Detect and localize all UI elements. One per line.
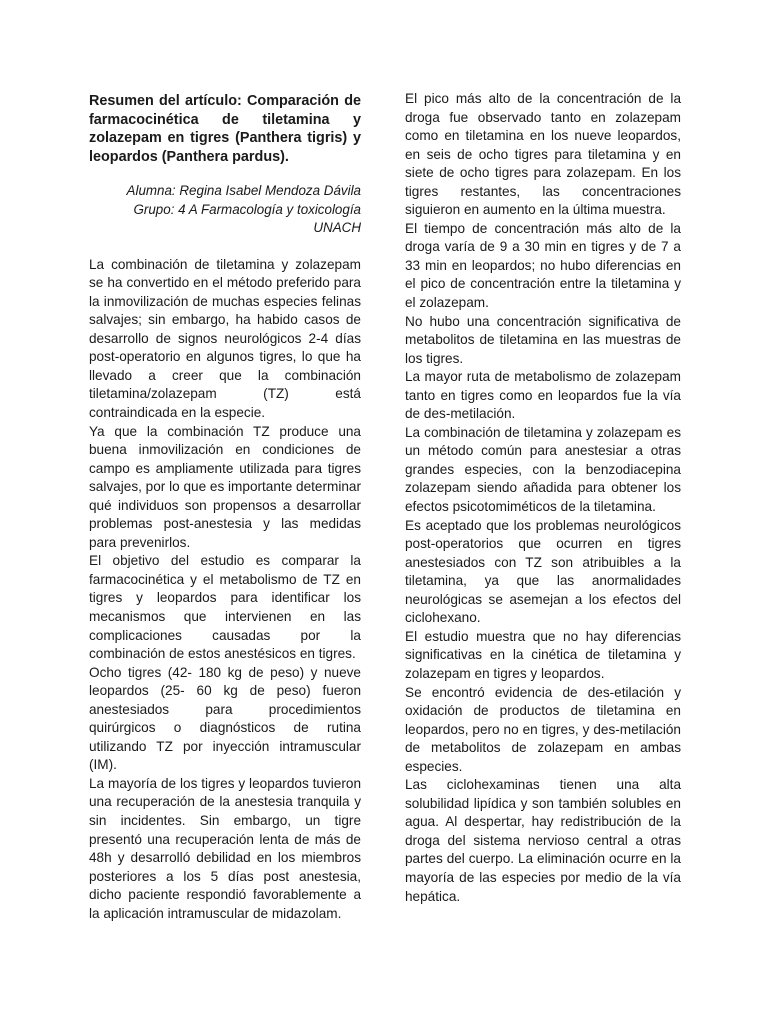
paragraph: No hubo una concentración significativa de metabolitos de tiletamina en las muestras de los tigres. — [405, 313, 681, 366]
paragraph: Las ciclohexaminas tienen una alta solubilidad lipídica y son también solubles en agua. Al despertar, hay redistribución de la droga del sistema nervioso central a otras partes del cuerpo. La eliminación ocurre en la mayoría de las especies por medio de la vía hepática. — [405, 777, 681, 904]
student-name: Alumna: Regina Isabel Mendoza Dávila — [126, 183, 361, 199]
right-column — [405, 90, 681, 906]
paragraph: La combinación de tiletamina y zolazepam se ha convertido en el método preferido para la inmovilización de muchas especies felinas salvajes; sin embargo, ha habido casos de desarrollo de signos neurológicos 2-4 días post-operatorio en algunos tigres, lo que ha llevado a creer que la combinación tiletamina/zolazepam (TZ) está contraindicada en la especie. — [89, 256, 361, 420]
author-block — [89, 182, 361, 237]
institution: UNACH — [313, 220, 361, 236]
left-column — [89, 92, 361, 923]
paragraph: El estudio muestra que no hay diferencias significativas en la cinética de tiletamina y zolazepam en tigres y leopardos. — [405, 628, 681, 681]
paragraph: Ya que la combinación TZ produce una buena inmovilización en condiciones de campo es ampliamente utilizada para tigres salvajes, por lo que es importante determinar qué individuos son propensos a desarrollar problemas post-anestesia y las medidas para prevenirlos. — [89, 423, 362, 550]
paragraph: La mayor ruta de metabolismo de zolazepam tanto en tigres como en leopardos fue la vía de des-metilación. — [405, 369, 681, 422]
paragraph: El objetivo del estudio es comparar la farmacocinética y el metabolismo de TZ en tigres y leopardos para identificar los mecanismos que intervienen en las complicaciones causadas por la combinación de estos anestésicos en tigres. — [89, 553, 361, 662]
article-title: Resumen del artículo: Comparación de farmacocinética de tiletamina y zolazepam en tigres (Panthera tigris) y leopardos (Panthera pardus). — [89, 93, 361, 165]
paragraph: Ocho tigres (42- 180 kg de peso) y nueve leopardos (25- 60 kg de peso) fueron anestesiados para procedimientos quirúrgicos o diagnósticos de rutina utilizando TZ por inyección intramuscular (IM). — [89, 664, 361, 773]
paragraph: Se encontró evidencia de des-etilación y oxidación de productos de tiletamina en leopardos, pero no en tigres, y des-metilación de metabolitos de zolazepam en ambas especies. — [405, 684, 681, 774]
paragraph: Es aceptado que los problemas neurológicos post-operatorios que ocurren en tigres anestesiados con TZ son atribuibles a la tiletamina, ya que las anormalidades neurológicas se asemejan a los efectos del ciclohexano. — [405, 517, 681, 626]
paragraph: La combinación de tiletamina y zolazepam es un método común para anestesiar a otras grandes especies, con la benzodiacepina zolazepam siendo añadida para obtener los efectos psicotomiméticos de la tiletamina. — [405, 424, 681, 515]
paragraph: La mayoría de los tigres y leopardos tuvieron una recuperación de la anestesia tranquila y sin incidentes. Sin embargo, un tigre presentó una recuperación lenta de más de 48h y desarrolló debilidad en los miembros posteriores a los 5 días post anestesia, dicho paciente respondió favorablemente a la aplicación intramuscular de midazolam. — [89, 775, 361, 921]
paragraph: El pico más alto de la concentración de la droga fue observado tanto en zolazepam como en tiletamina en los nueve leopardos, en seis de ocho tigres para tiletamina y en siete de ocho tigres para zolazepam. En los tigres restantes, las concentraciones siguieron en aumento en la última muestra. — [405, 91, 681, 218]
group-info: Grupo: 4 A Farmacología y toxicología — [133, 201, 361, 217]
paragraph: El tiempo de concentración más alto de la droga varía de 9 a 30 min en tigres y de 7 a 33 min en leopardos; no hubo diferencias en el pico de concentración entre la tiletamina y el zolazepam. — [405, 220, 681, 311]
